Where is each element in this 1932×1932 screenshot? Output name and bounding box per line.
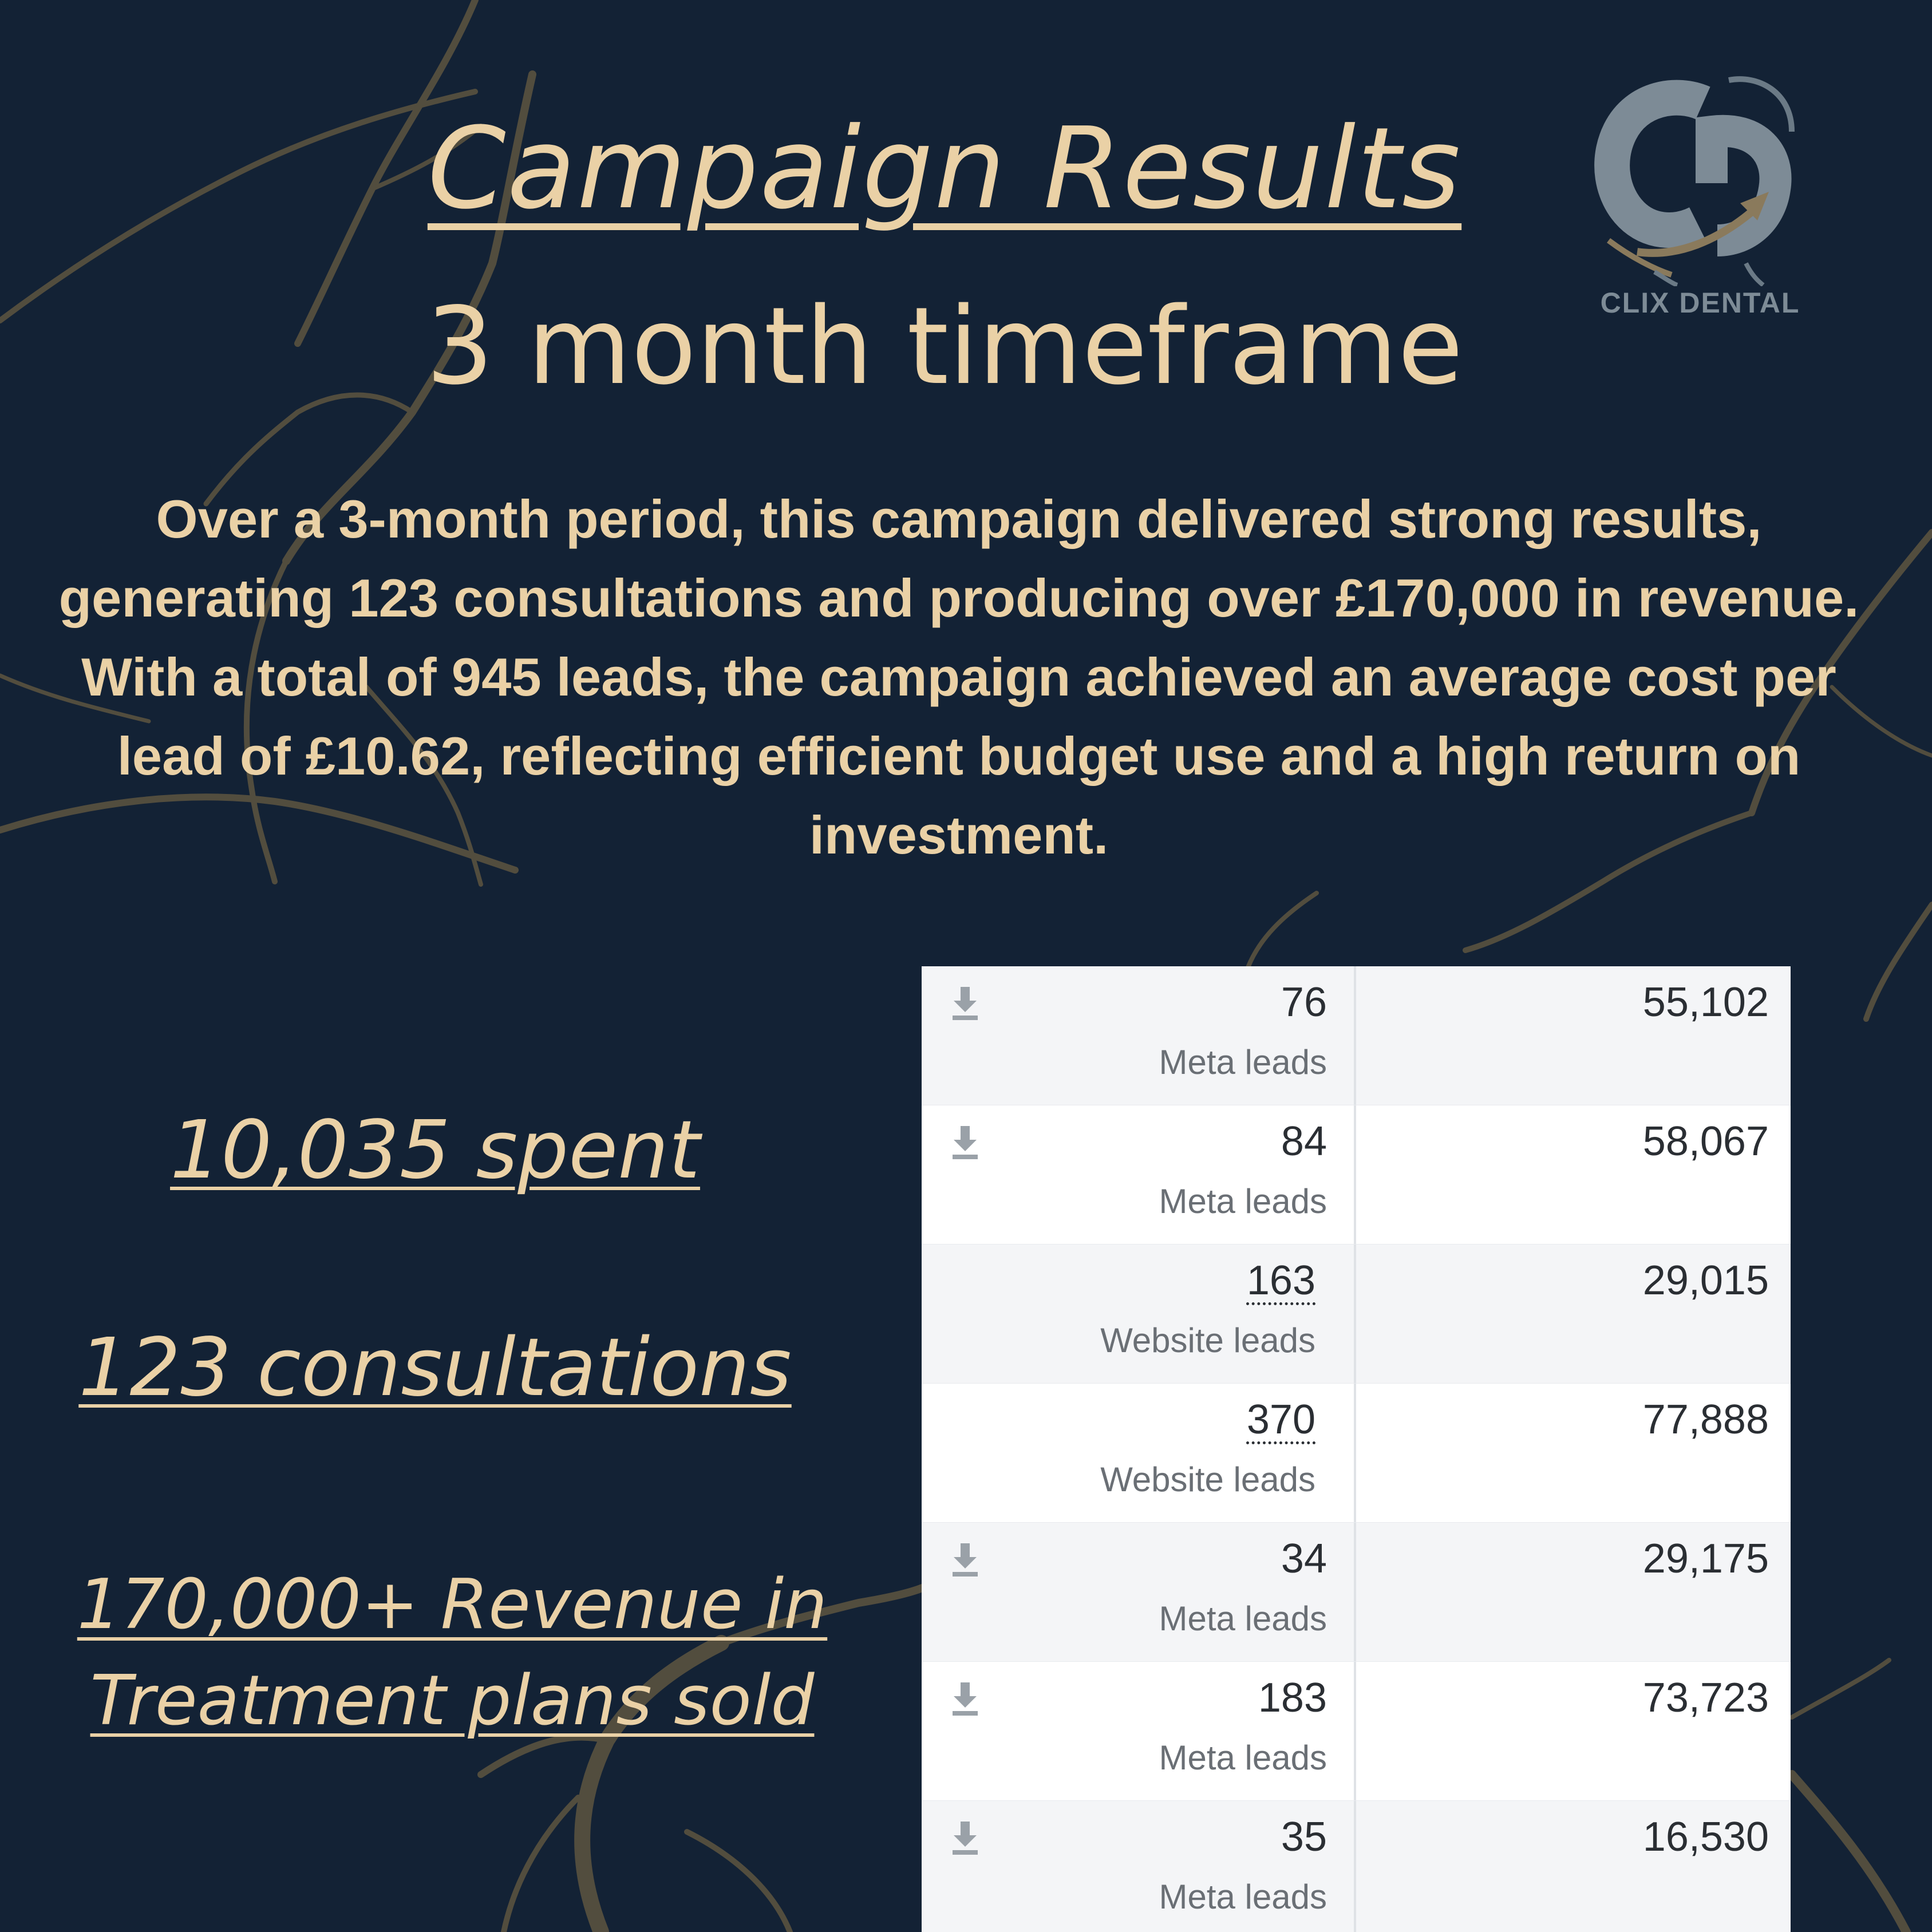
stat-spent: 10,035 spent xyxy=(170,1104,700,1197)
lead-type: Meta leads xyxy=(1159,1878,1327,1916)
campaign-summary: Over a 3-month period, this campaign delivered strong results, generating 123 consultations and producing over £170,000 in revenue. With a total of 945 leads, the campaign achieved an average cost per lead of £10.62, reflecting efficient budget use and a high return on investment. xyxy=(58,489,1859,865)
metric-value: 29,175 xyxy=(1642,1536,1769,1582)
column-divider xyxy=(1354,1662,1356,1800)
table-row xyxy=(922,1105,1791,1244)
lead-count[interactable]: 76 xyxy=(1281,979,1327,1025)
lead-count[interactable]: 163 xyxy=(1246,1258,1315,1303)
page-title: Campaign Results xyxy=(427,104,1462,234)
download-icon[interactable] xyxy=(949,1819,981,1857)
download-icon[interactable] xyxy=(949,1124,981,1161)
lead-type: Meta leads xyxy=(1159,1599,1327,1638)
table-row xyxy=(922,1384,1791,1523)
lead-count[interactable]: 370 xyxy=(1246,1397,1315,1443)
metric-value: 77,888 xyxy=(1642,1397,1769,1443)
download-icon[interactable] xyxy=(949,1680,981,1718)
stat-consultations: 123 consultations xyxy=(78,1321,792,1415)
table-row xyxy=(922,1523,1791,1662)
lead-count[interactable]: 183 xyxy=(1258,1675,1327,1721)
column-divider xyxy=(1354,966,1356,1105)
lead-type: Meta leads xyxy=(1159,1043,1327,1081)
column-divider xyxy=(1354,1523,1356,1661)
logo-wordmark: CLIX DENTAL xyxy=(1600,287,1800,319)
metric-value: 58,067 xyxy=(1642,1119,1769,1164)
metric-value: 55,102 xyxy=(1642,979,1769,1025)
stat-revenue xyxy=(57,1557,847,1749)
metric-value: 29,015 xyxy=(1642,1258,1769,1303)
stat-revenue-line1: 170,000+ Revenue in xyxy=(77,1565,828,1645)
leads-table xyxy=(922,966,1791,1932)
download-icon[interactable] xyxy=(949,1541,981,1579)
table-row xyxy=(922,966,1791,1105)
column-divider xyxy=(1354,1801,1356,1932)
download-icon[interactable] xyxy=(949,985,981,1022)
column-divider xyxy=(1354,1105,1356,1244)
column-divider xyxy=(1354,1384,1356,1522)
metric-value: 73,723 xyxy=(1642,1675,1769,1721)
column-divider xyxy=(1354,1244,1356,1383)
lead-count[interactable]: 84 xyxy=(1281,1119,1327,1164)
lead-type: Meta leads xyxy=(1159,1739,1327,1777)
stat-revenue-line2: Treatment plans sold xyxy=(90,1661,815,1741)
lead-type: Meta leads xyxy=(1159,1182,1327,1220)
lead-type: Website leads xyxy=(1100,1460,1315,1499)
metric-value: 16,530 xyxy=(1642,1814,1769,1860)
table-row xyxy=(922,1244,1791,1384)
page-subtitle: 3 month timeframe xyxy=(425,284,1464,408)
table-row xyxy=(922,1801,1791,1932)
lead-count[interactable]: 35 xyxy=(1281,1814,1327,1860)
lead-type: Website leads xyxy=(1100,1321,1315,1360)
table-row xyxy=(922,1662,1791,1801)
lead-count[interactable]: 34 xyxy=(1281,1536,1327,1582)
